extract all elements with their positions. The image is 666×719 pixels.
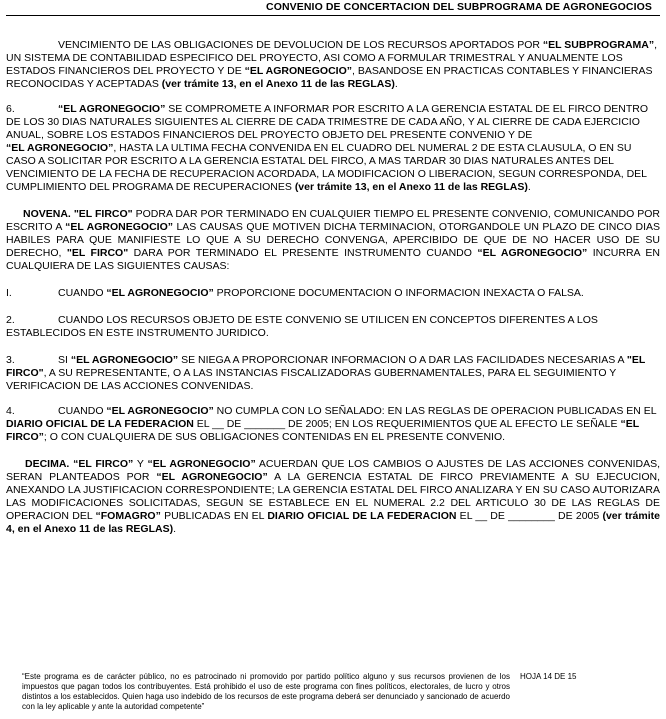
document-body (6, 39, 660, 536)
clause-decima: DECIMA. “EL FIRCO” Y “EL AGRONEGOCIO” ACUERDAN QUE LOS CAMBIOS O AJUSTES DE LAS ACCIONES CONVENIDAS, SERAN PLANTEADOS POR “EL AGRONEGOCIO” A LA GERENCIA ESTATAL DE FIRCO PREVIAMENTE A SU EJECUCION, ANEXANDO LA JUSTIFICACION CORRESPONDIENTE; LA GERENCIA ESTATAL DEL FIRCO ANALIZARA Y EN SU CASO AUTORIZARA LAS MODIFICACIONES SOLICITADAS, SEGUN SE ESTABLECE EN EL NUMERAL 2.2 DEL ARTICULO 30 DE LAS REGLAS DE OPERACION DEL “FOMAGRO” PUBLICADAS EN EL DIARIO OFICIAL DE LA FEDERACION EL __ DE ________ DE 2005 (ver trámite 4, en el Anexo 11 de las REGLAS). (6, 458, 660, 535)
paragraph-six: 6. “EL AGRONEGOCIO” SE COMPROMETE A INFORMAR POR ESCRITO A LA GERENCIA ESTATAL DE EL FIRCO DENTRO DE LOS 30 DIAS NATURALES SIGUIENTES AL CIERRE DE CADA TRIMESTRE DE CADA AÑO, Y AL CIERRE DE CADA EJERCICIO ANUAL, SOBRE LOS ESTADOS FINANCIEROS DEL PROYECTO OBJETO DEL PRESENTE CONVENIO Y DE “EL AGRONEGOCIO”, HASTA LA ULTIMA FECHA CONVENIDA EN EL CUADRO DEL NUMERAL 2 DE ESTA CLAUSULA, O EN SU CASO A SOLICITAR POR ESCRITO A LA GERENCIA ESTATAL DEL FIRCO, A MAS TARDAR 30 DIAS NATURALES ANTES DEL VENCIMIENTO DE LA FECHA DE RECUPERACION ACORDADA, LA MODIFICACION O LIBERACION, SEGUN CORRESPONDA, DEL CUMPLIMIENTO DEL PROGRAMA DE RECUPERACIONES (ver trámite 13, en el Anexo 11 de las REGLAS). (6, 103, 649, 193)
footer-disclaimer: “Este programa es de carácter público, no es patrocinado ni promovido por partido político alguno y sus recursos provienen de los impuestos que pagan todos los contribuyentes. Está prohibido el uso de este programa con fines políticos, electorales, de lucro y otros distintos a los establecidos. Quien haga uso indebido de los recursos de este programa deberá ser denunciado y sancionado de acuerdo con la ley aplicable y ante la autoridad competente” (22, 672, 510, 711)
cause-item-3: 3. SI “EL AGRONEGOCIO” SE NIEGA A PROPORCIONAR INFORMACION O A DAR LAS FACILIDADES NECESARIAS A "EL FIRCO", A SU REPRESENTANTE, O A LAS INSTANCIAS FISCALIZADORAS GUBERNAMENTALES, PARA EL SEGUIMIENTO Y VERIFICACION DE LAS ACCIONES CONVENIDAS. (6, 354, 646, 392)
cause-item-2: 2. CUANDO LOS RECURSOS OBJETO DE ESTE CONVENIO SE UTILICEN EN CONCEPTOS DIFERENTES A LOS ESTABLECIDOS EN ESTE INSTRUMENTO JURIDICO. (6, 314, 598, 339)
header-divider (6, 15, 660, 16)
paragraph-continuation: VENCIMIENTO DE LAS OBLIGACIONES DE DEVOLUCION DE LOS RECURSOS APORTADOS POR “EL SUBPROGRAMA”, UN SISTEMA DE CONTABILIDAD ESPECIFICO DEL PROYECTO, ASI COMO A FORMULAR TRIMESTRAL Y ANUALMENTE LOS ESTADOS FINANCIEROS DEL PROYECTO Y DE “EL AGRONEGOCIO”, BASANDOSE EN PRACTICAS CONTABLES Y FINANCIERAS RECONOCIDAS Y ACEPTADAS (ver trámite 13, en el Anexo 11 de las REGLAS). (6, 39, 658, 90)
clause-novena: NOVENA. "EL FIRCO" PODRA DAR POR TERMINADO EN CUALQUIER TIEMPO EL PRESENTE CONVENIO, COMUNICANDO POR ESCRITO A “EL AGRONEGOCIO” LAS CAUSAS QUE MOTIVEN DICHA TERMINACION, OTORGANDOLE UN PLAZO DE CINCO DIAS HABILES PARA QUE MANIFIESTE LO QUE A SU DERECHO CONVENGA, APERCIBIDO DE QUE DE NO HACER USO DE SU DERECHO, "EL FIRCO" DARA POR TERMINADO EL PRESENTE INSTRUMENTO CUANDO “EL AGRONEGOCIO” INCURRA EN CUALQUIERA DE LAS SIGUIENTES CAUSAS: (6, 208, 661, 272)
page-number: HOJA 14 DE 15 (520, 672, 577, 681)
cause-item-1: I. CUANDO “EL AGRONEGOCIO” PROPORCIONE DOCUMENTACION O INFORMACION INEXACTA O FALSA. (6, 287, 584, 299)
document-header-title: CONVENIO DE CONCERTACION DEL SUBPROGRAMA DE AGRONEGOCIOS (266, 1, 652, 13)
cause-item-4: 4. CUANDO “EL AGRONEGOCIO” NO CUMPLA CON LO SEÑALADO: EN LAS REGLAS DE OPERACION PUBLICADAS EN EL DIARIO OFICIAL DE LA FEDERACION EL __ DE _______ DE 2005; EN LOS REQUERIMIENTOS QUE AL EFECTO LE SEÑALE “EL FIRCO”; O CON CUALQUIERA DE SUS OBLIGACIONES CONTENIDAS EN EL PRESENTE CONVENIO. (6, 405, 657, 443)
